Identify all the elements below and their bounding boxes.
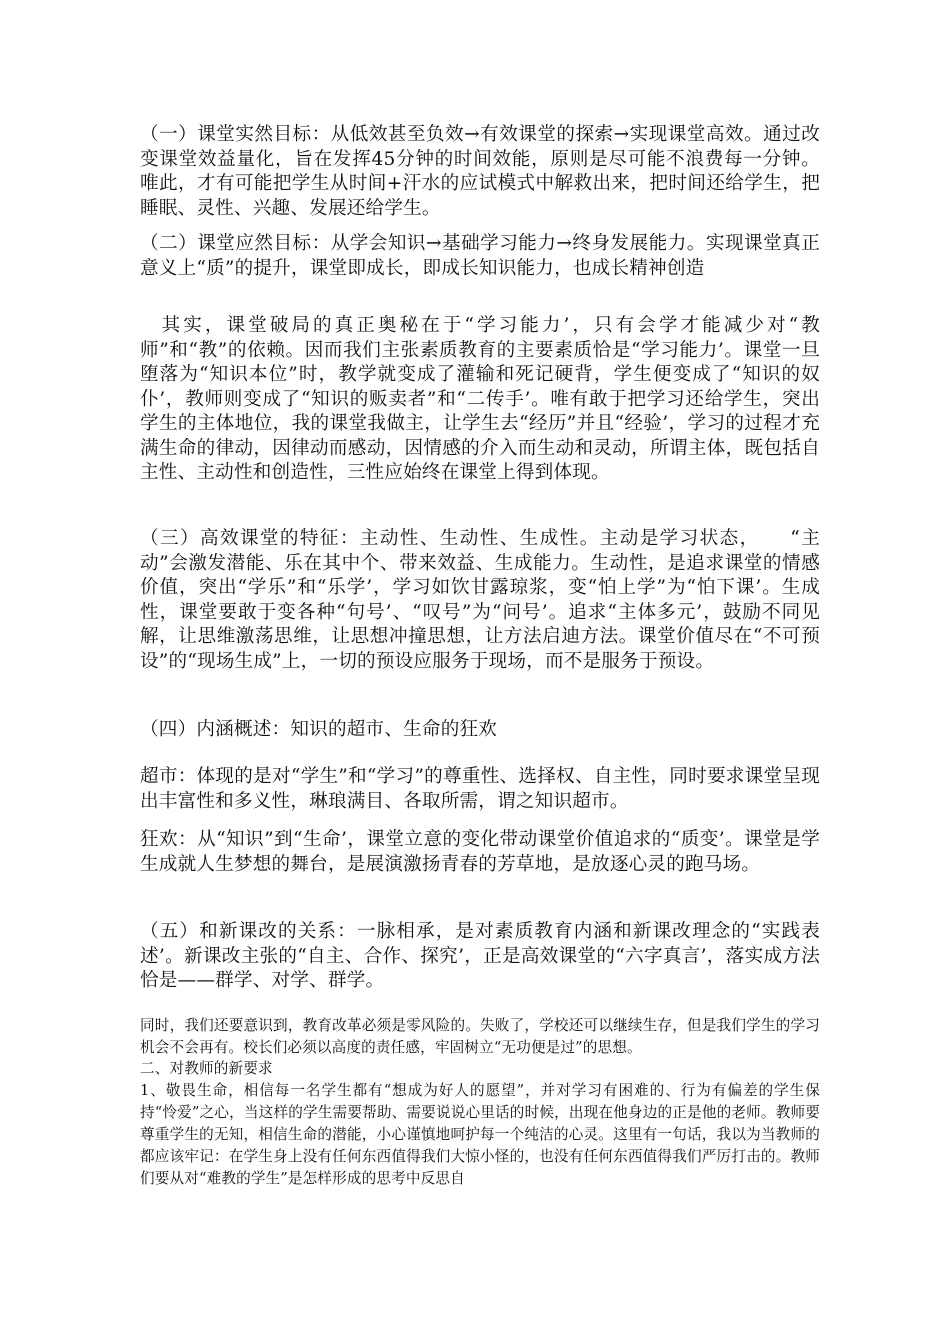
paragraph-zero-risk: 同时，我们还要意识到，教育改革必须是零风险的。失败了，学校还可以继续生存，但是我们学生的学习机会不会再有。校长们必须以高度的责任感，牢固树立“无功便是过”的思想。 — [140, 1017, 820, 1056]
paragraph-supermarket: 超市：体现的是对“学生”和“学习”的尊重性、选择权、自主性，同时要求课堂呈现出丰富性和多义性，琳琅满目、各取所需，谓之知识超市。 — [140, 766, 820, 812]
paragraph-section-2-target: （二）课堂应然目标：从学会知识→基础学习能力→终身发展能力。实现课堂真正意义上“质”的提升，课堂即成长，即成长知识能力，也成长精神创造 — [140, 233, 820, 279]
paragraph-section-3-features: （三）高效课堂的特征：主动性、生动性、生成性。主动是学习状态， “主动”会激发潜能、乐在其中个、带来效益、生成能力。生动性，是追求课堂的情感价值，突出“学乐”和“乐学’，学习如饮甘露琼浆，变“怕上学”为“怕下课’。生成性，课堂要敢于变各种“句号’、“叹号”为“问号’。追求“主体多元’，鼓励不同见解，让思维激荡思维，让思想冲撞思想，让方法启迪方法。课堂价值尽在“不可预设”的“现场生成”上，一切的预设应服务于现场，而不是服务于预设。 — [140, 528, 821, 672]
paragraph-learning-ability: 其实，课堂破局的真正奥秘在于“学习能力’，只有会学才能减少对“教师”和“教”的依赖。因而我们主张素质教育的主要素质恰是“学习能力’。课堂一旦堕落为“知识本位”时，教学就变成了灌输和死记硬背，学生便变成了“知识的奴仆’，教师则变成了“知识的贩卖者”和“二传手’。唯有敢于把学习还给学生，突出学生的主体地位，我的课堂我做主，让学生去“经历”并且“经验’，学习的过程才充满生命的律动，因律动而感动，因情感的介入而生动和灵动，所谓主体，既包括自主性、主动性和创造性，三性应始终在课堂上得到体现。 — [140, 315, 820, 483]
paragraph-carnival: 狂欢：从“知识”到“生命’，课堂立意的变化带动课堂价值追求的“质变’。课堂是学生成就人生梦想的舞台，是展演激扬青春的芳草地，是放逐心灵的跑马场。 — [140, 829, 820, 875]
heading-teacher-requirements: 二、对教师的新要求 — [140, 1060, 273, 1077]
paragraph-section-5-relation: （五）和新课改的关系：一脉相承，是对素质教育内涵和新课改理念的“实践表述’。新课改主张的“自主、合作、探究’，正是高效课堂的“六字真言’，落实成方法恰是——群学、对学、群学。 — [140, 921, 820, 991]
paragraph-section-4-heading: （四）内涵概述：知识的超市、生命的狂欢 — [140, 719, 498, 740]
paragraph-section-1-target: （一）课堂实然目标：从低效甚至负效→有效课堂的探索→实现课堂高效。通过改变课堂效益量化，旨在发挥45分钟的时间效能，原则是尽可能不浪费每一分钟。唯此，才有可能把学生从时间+汗水的应试模式中解救出来，把时间还给学生，把睡眠、灵性、兴趣、发展还给学生。 — [140, 124, 820, 219]
paragraph-respect-life: 1、敬畏生命，相信每一名学生都有“想成为好人的愿望”，并对学习有困难的、行为有偏差的学生保持“怜爱”之心，当这样的学生需要帮助、需要说说心里话的时候，出现在他身边的正是他的老师。教师要尊重学生的无知，相信生命的潜能，小心谨慎地呵护每一个纯洁的心灵。这里有一句话，我以为当教师的都应该牢记：在学生身上没有任何东西值得我们大惊小怪的，也没有任何东西值得我们严厉打击的。教师们要从对“难教的学生”是怎样形成的思考中反思自 — [140, 1082, 820, 1187]
